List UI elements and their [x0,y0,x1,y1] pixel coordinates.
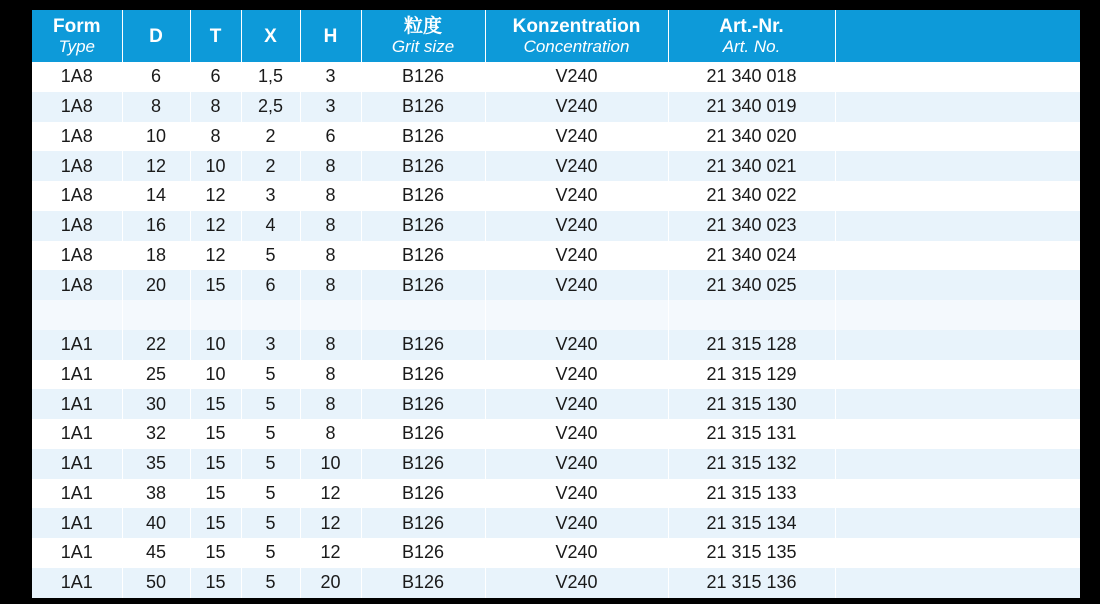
table-cell-h: 8 [300,181,361,211]
table-cell-form: 1A1 [32,449,122,479]
table-cell-d [122,300,190,330]
table-cell-art-no: 21 315 134 [668,508,835,538]
column-header-art-no [668,10,835,62]
table-cell-x: 5 [241,419,300,449]
table-cell-x: 5 [241,538,300,568]
table-body [32,62,1080,598]
table-cell-art-no: 21 340 018 [668,62,835,92]
table-cell-grit-size: B126 [361,419,485,449]
table-cell-concentration: V240 [485,241,668,271]
column-header-label: D [149,25,163,47]
table-cell-h: 12 [300,508,361,538]
table-cell-grit-size: B126 [361,330,485,360]
table-cell-grit-size: B126 [361,62,485,92]
table-cell-t: 15 [190,479,241,509]
column-header-form [32,10,122,62]
table-cell-blank [835,568,1080,598]
table-cell-h: 8 [300,360,361,390]
table-cell-grit-size: B126 [361,568,485,598]
table-cell-form: 1A8 [32,270,122,300]
table-cell-grit-size: B126 [361,508,485,538]
table-cell-t: 12 [190,241,241,271]
table-cell-art-no [668,300,835,330]
table-row [32,389,1080,419]
table-cell-h: 10 [300,449,361,479]
table-cell-t: 8 [190,92,241,122]
table-cell-form: 1A8 [32,122,122,152]
product-table-sheet [32,10,1080,598]
table-row [32,330,1080,360]
table-cell-art-no: 21 315 131 [668,419,835,449]
table-cell-t: 12 [190,211,241,241]
table-cell-grit-size: B126 [361,211,485,241]
table-cell-concentration: V240 [485,568,668,598]
table-cell-concentration: V240 [485,330,668,360]
table-row [32,449,1080,479]
table-cell-blank [835,241,1080,271]
table-cell-d: 32 [122,419,190,449]
table-cell-concentration: V240 [485,538,668,568]
table-cell-form: 1A8 [32,62,122,92]
table-cell-x: 5 [241,568,300,598]
table-spacer-row [32,300,1080,330]
table-cell-art-no: 21 315 130 [668,389,835,419]
table-cell-concentration: V240 [485,389,668,419]
table-cell-x: 4 [241,211,300,241]
table-cell-blank [835,151,1080,181]
column-header-d [122,10,190,62]
table-cell-d: 20 [122,270,190,300]
table-cell-h [300,300,361,330]
column-header-sublabel: Type [58,36,96,56]
table-cell-d: 8 [122,92,190,122]
table-cell-grit-size: B126 [361,241,485,271]
table-cell-grit-size: B126 [361,122,485,152]
table-row [32,151,1080,181]
table-cell-d: 30 [122,389,190,419]
table-cell-blank [835,538,1080,568]
column-header-label: H [323,25,338,47]
table-cell-blank [835,419,1080,449]
table-row [32,122,1080,152]
table-cell-grit-size: B126 [361,449,485,479]
table-cell-art-no: 21 315 133 [668,479,835,509]
table-cell-art-no: 21 315 135 [668,538,835,568]
table-cell-concentration: V240 [485,360,668,390]
table-cell-x: 5 [241,360,300,390]
table-cell-t: 10 [190,151,241,181]
table-cell-blank [835,270,1080,300]
table-cell-concentration: V240 [485,151,668,181]
table-cell-grit-size: B126 [361,389,485,419]
table-cell-d: 18 [122,241,190,271]
table-cell-t [190,300,241,330]
table-cell-t: 15 [190,568,241,598]
table-row [32,419,1080,449]
table-cell-t: 15 [190,270,241,300]
table-cell-art-no: 21 340 023 [668,211,835,241]
table-cell-d: 35 [122,449,190,479]
table-cell-concentration: V240 [485,92,668,122]
table-cell-blank [835,508,1080,538]
table-cell-art-no: 21 315 128 [668,330,835,360]
table-cell-concentration: V240 [485,419,668,449]
table-cell-grit-size: B126 [361,270,485,300]
table-cell-grit-size: B126 [361,479,485,509]
table-cell-d: 45 [122,538,190,568]
column-header-h [300,10,361,62]
table-row [32,62,1080,92]
table-cell-x: 5 [241,449,300,479]
table-cell-x: 5 [241,479,300,509]
column-header-label: X [264,25,277,47]
table-cell-h: 8 [300,389,361,419]
table-cell-t: 12 [190,181,241,211]
table-cell-h: 8 [300,241,361,271]
table-cell-h: 8 [300,270,361,300]
table-cell-h: 3 [300,62,361,92]
table-cell-d: 40 [122,508,190,538]
column-header-sublabel: Concentration [523,36,630,56]
column-header-label: Konzentration [512,15,641,37]
table-cell-art-no: 21 340 024 [668,241,835,271]
table-cell-h: 20 [300,568,361,598]
table-cell-d: 14 [122,181,190,211]
table-cell-t: 15 [190,449,241,479]
table-cell-grit-size: B126 [361,151,485,181]
table-cell-form: 1A1 [32,538,122,568]
table-cell-x: 5 [241,508,300,538]
table-cell-h: 8 [300,419,361,449]
table-cell-x: 5 [241,241,300,271]
table-cell-form: 1A1 [32,568,122,598]
table-cell-blank [835,181,1080,211]
table-cell-form: 1A1 [32,389,122,419]
table-cell-x: 1,5 [241,62,300,92]
table-cell-grit-size: B126 [361,538,485,568]
header-row [32,10,1080,62]
product-table [32,10,1080,598]
table-cell-t: 6 [190,62,241,92]
table-cell-blank [835,479,1080,509]
table-cell-concentration: V240 [485,62,668,92]
table-cell-form [32,300,122,330]
table-cell-x: 2,5 [241,92,300,122]
table-cell-art-no: 21 340 020 [668,122,835,152]
column-header-label: Form [53,15,101,37]
table-cell-art-no: 21 315 136 [668,568,835,598]
column-header-concentration [485,10,668,62]
table-cell-blank [835,300,1080,330]
table-row [32,360,1080,390]
table-cell-t: 10 [190,360,241,390]
table-cell-blank [835,330,1080,360]
column-header-sublabel: Grit size [391,36,455,56]
table-cell-form: 1A8 [32,181,122,211]
table-cell-h: 6 [300,122,361,152]
table-cell-blank [835,449,1080,479]
table-cell-x: 3 [241,181,300,211]
table-cell-t: 10 [190,330,241,360]
table-cell-concentration: V240 [485,181,668,211]
table-cell-art-no: 21 315 132 [668,449,835,479]
table-cell-d: 16 [122,211,190,241]
table-cell-concentration: V240 [485,211,668,241]
table-cell-grit-size: B126 [361,360,485,390]
table-cell-x [241,300,300,330]
table-cell-h: 12 [300,479,361,509]
table-cell-h: 8 [300,330,361,360]
table-cell-form: 1A1 [32,419,122,449]
table-cell-concentration [485,300,668,330]
table-cell-blank [835,389,1080,419]
column-header-x [241,10,300,62]
column-header-blank [835,10,1080,62]
table-cell-x: 2 [241,151,300,181]
table-row [32,538,1080,568]
table-cell-x: 5 [241,389,300,419]
table-cell-form: 1A8 [32,92,122,122]
table-cell-h: 8 [300,211,361,241]
table-cell-concentration: V240 [485,479,668,509]
table-cell-h: 12 [300,538,361,568]
table-cell-form: 1A1 [32,330,122,360]
table-cell-art-no: 21 340 021 [668,151,835,181]
table-cell-d: 38 [122,479,190,509]
table-cell-blank [835,360,1080,390]
table-cell-form: 1A1 [32,360,122,390]
table-cell-blank [835,211,1080,241]
column-header-t [190,10,241,62]
table-cell-blank [835,122,1080,152]
table-row [32,92,1080,122]
table-cell-t: 15 [190,538,241,568]
table-row [32,508,1080,538]
table-cell-blank [835,62,1080,92]
table-cell-art-no: 21 340 025 [668,270,835,300]
table-row [32,181,1080,211]
table-cell-art-no: 21 340 019 [668,92,835,122]
table-cell-h: 8 [300,151,361,181]
table-cell-t: 15 [190,419,241,449]
table-row [32,568,1080,598]
table-cell-grit-size [361,300,485,330]
table-cell-t: 15 [190,389,241,419]
table-cell-x: 6 [241,270,300,300]
table-cell-x: 3 [241,330,300,360]
table-cell-t: 8 [190,122,241,152]
table-cell-concentration: V240 [485,122,668,152]
table-row [32,479,1080,509]
table-cell-form: 1A8 [32,241,122,271]
table-cell-form: 1A8 [32,151,122,181]
table-cell-form: 1A1 [32,508,122,538]
table-cell-grit-size: B126 [361,181,485,211]
table-cell-art-no: 21 315 129 [668,360,835,390]
table-cell-art-no: 21 340 022 [668,181,835,211]
table-cell-d: 6 [122,62,190,92]
table-header [32,10,1080,62]
column-header-label: Art.-Nr. [719,15,784,37]
table-cell-grit-size: B126 [361,92,485,122]
table-cell-d: 50 [122,568,190,598]
table-cell-concentration: V240 [485,270,668,300]
table-cell-d: 25 [122,360,190,390]
table-cell-form: 1A1 [32,479,122,509]
column-header-label: T [209,25,222,47]
table-cell-d: 12 [122,151,190,181]
table-cell-d: 22 [122,330,190,360]
table-cell-x: 2 [241,122,300,152]
table-cell-concentration: V240 [485,508,668,538]
table-row [32,270,1080,300]
table-cell-d: 10 [122,122,190,152]
table-cell-t: 15 [190,508,241,538]
table-row [32,211,1080,241]
table-cell-h: 3 [300,92,361,122]
column-header-sublabel: Art. No. [722,36,781,56]
column-header-label: 粒度 [403,15,442,37]
table-row [32,241,1080,271]
table-cell-form: 1A8 [32,211,122,241]
table-cell-blank [835,92,1080,122]
column-header-grit-size [361,10,485,62]
table-cell-concentration: V240 [485,449,668,479]
